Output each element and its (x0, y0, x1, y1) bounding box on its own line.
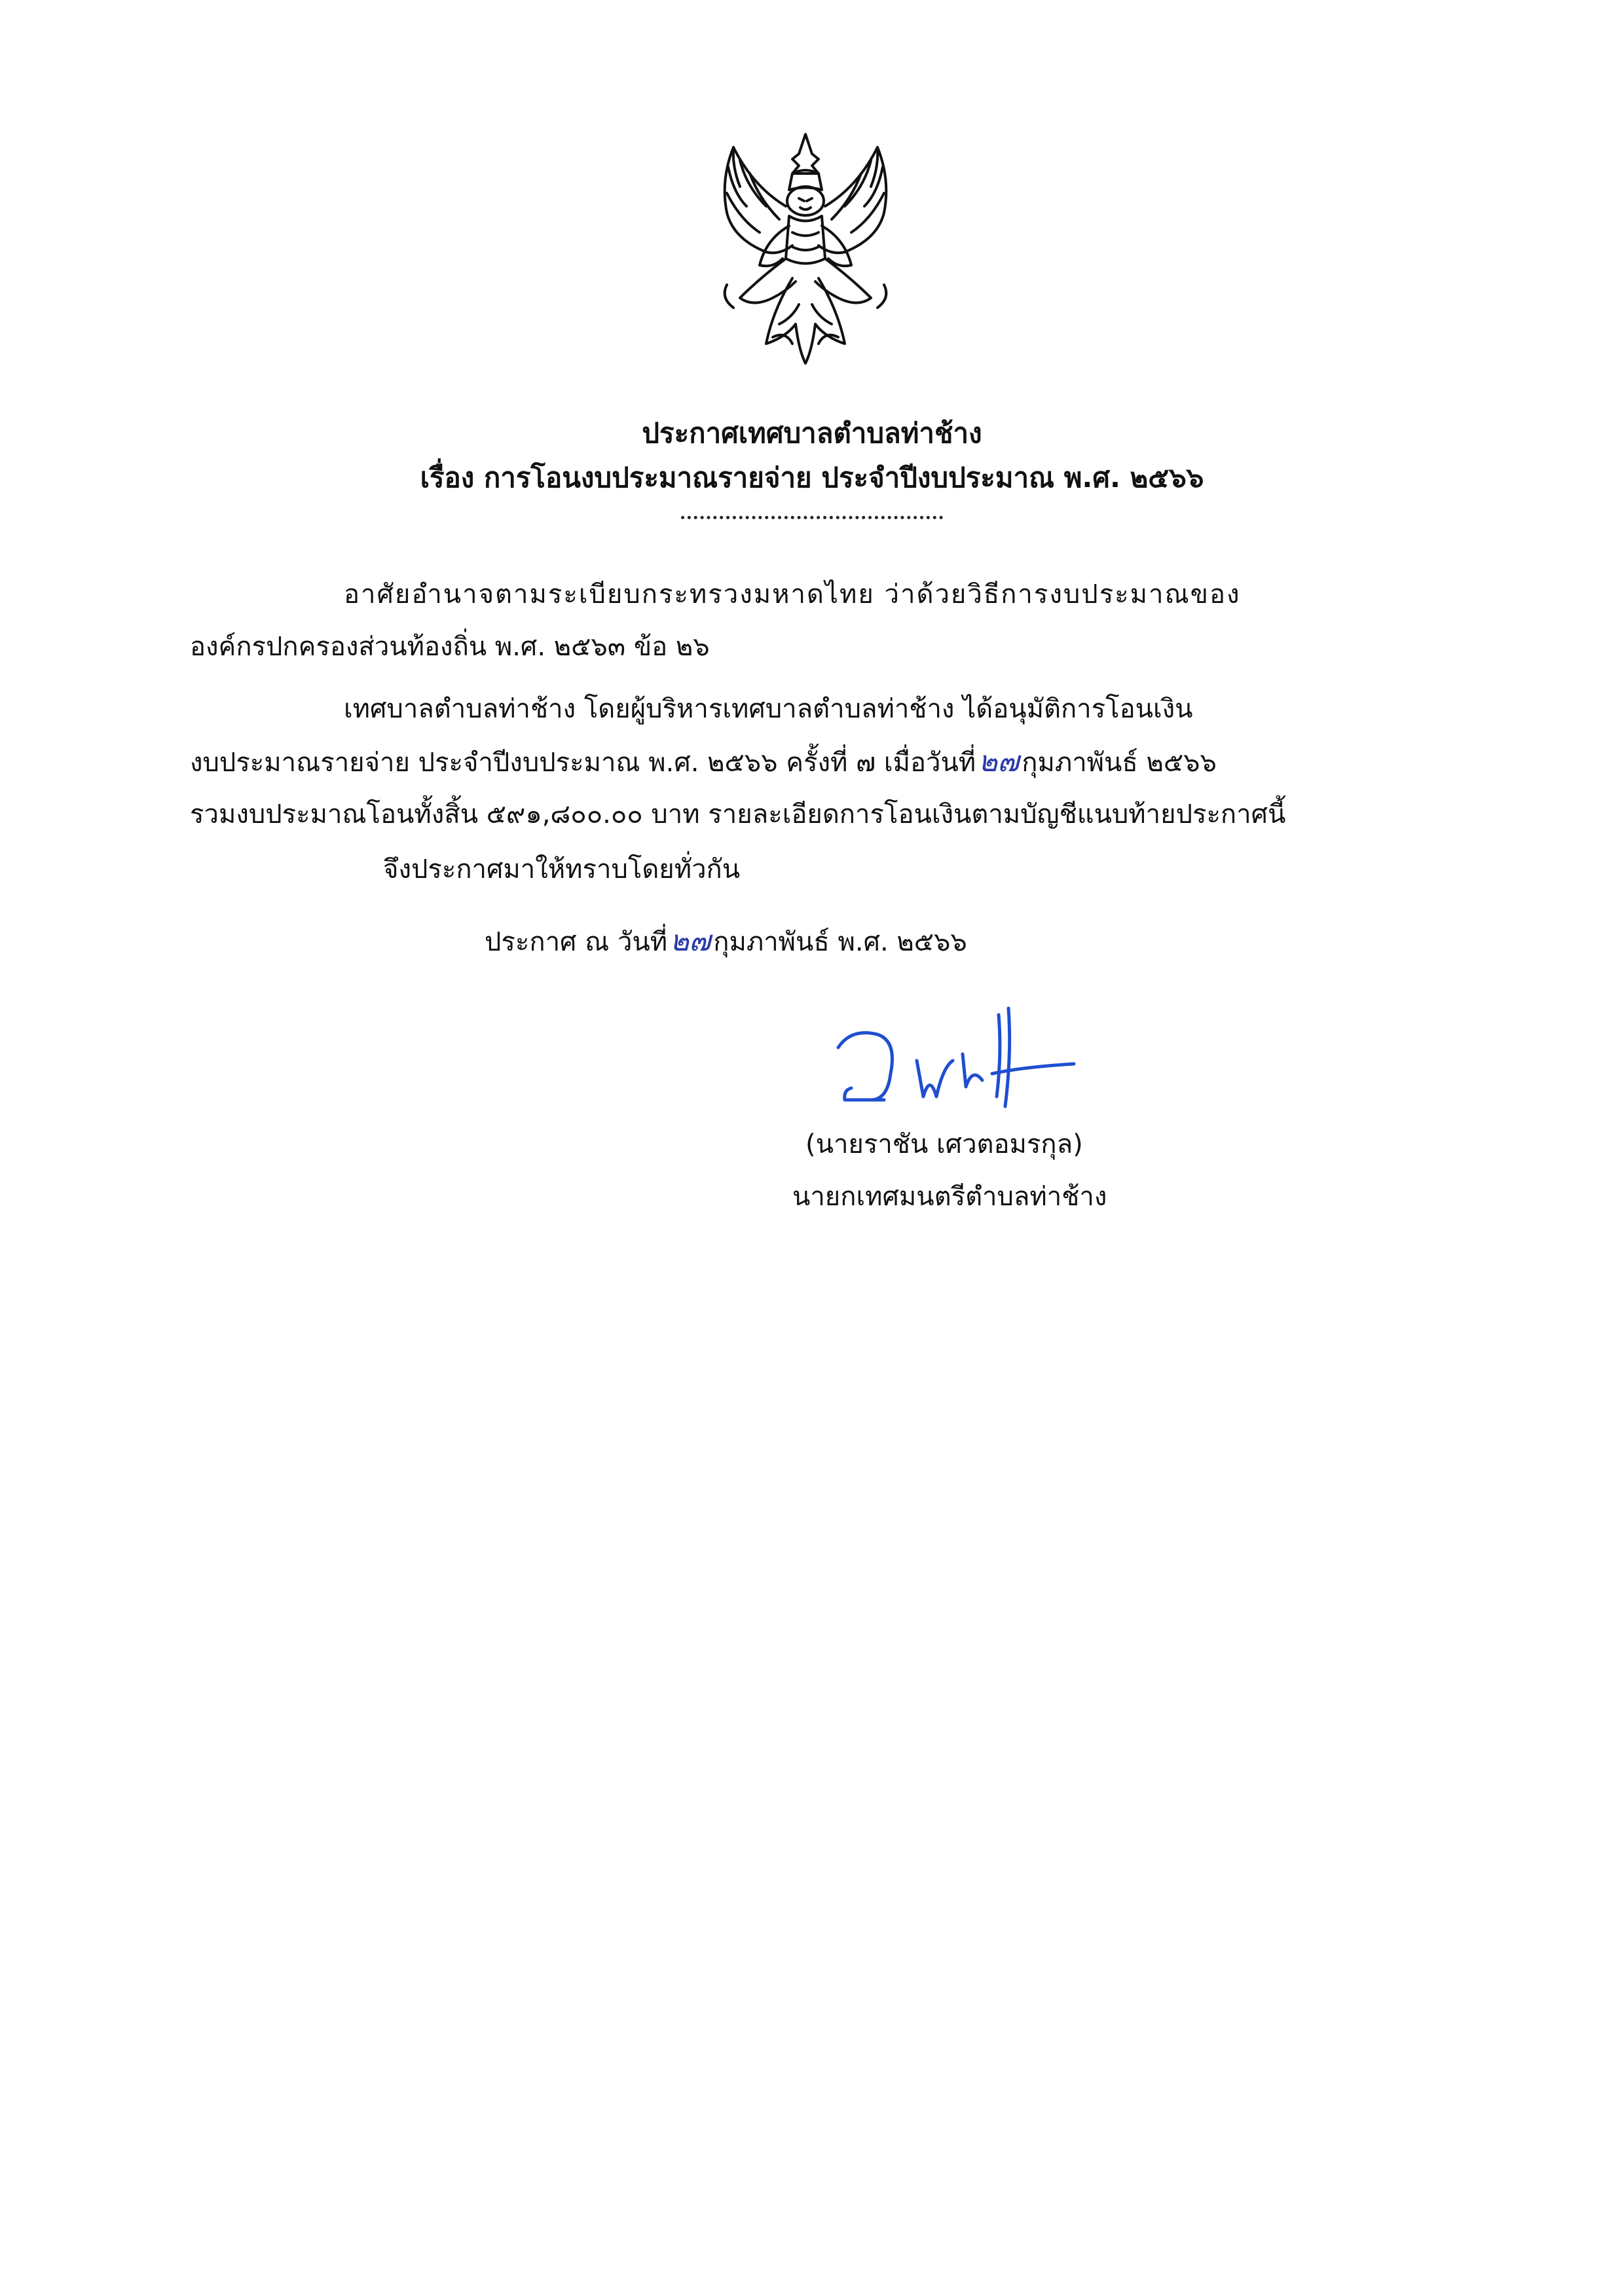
subject-line: เรื่อง การโอนงบประมาณรายจ่าย ประจำปีงบประมาณ พ.ศ. ๒๕๖๖ (420, 462, 1204, 494)
paragraph-1-line-2: องค์กรปกครองส่วนท้องถิ่น พ.ศ. ๒๕๖๓ ข้อ ๒๖ (190, 632, 710, 662)
paragraph-3: จึงประกาศมาให้ทราบโดยทั่วกัน (383, 854, 741, 884)
paragraph-2-line-1: เทศบาลตำบลท่าช้าง โดยผู้บริหารเทศบาลตำบลท่าช้าง ได้อนุมัติการโอนเงิน (344, 694, 1193, 724)
signatory-name: (นายราชัน เศวตอมรกุล) (805, 1129, 1083, 1159)
paragraph-1-line-1: อาศัยอำนาจตามระเบียบกระทรวงมหาดไทย ว่าด้วยวิธีการงบประมาณของ (344, 579, 1241, 610)
dotted-separator (681, 511, 943, 519)
paragraph-2-line-2-text: งบประมาณรายจ่าย ประจำปีงบประมาณ พ.ศ. ๒๕๖๖ ครั้งที่ ๗ เมื่อวันที่ (190, 748, 976, 778)
announcement-date-prefix: ประกาศ ณ วันที่ (485, 927, 668, 957)
handwritten-day: ๒๗ (978, 745, 1020, 778)
announcement-date-suffix: กุมภาพันธ์ พ.ศ. ๒๕๖๖ (713, 927, 967, 957)
handwritten-day-announce: ๒๗ (670, 924, 711, 958)
paragraph-2-line-3: รวมงบประมาณโอนทั้งสิ้น ๕๙๑,๘๐๐.๐๐ บาท รายละเอียดการโอนเงินตามบัญชีแนบท้ายประกาศนี้ (190, 799, 1286, 829)
handwritten-signature (825, 1002, 1087, 1120)
signatory-position: นายกเทศมนตรีตำบลท่าช้าง (792, 1182, 1107, 1212)
announcement-date (485, 923, 967, 960)
paragraph-2-line-2 (190, 744, 1217, 781)
page-title: ประกาศเทศบาลตำบลท่าช้าง (642, 417, 982, 449)
garuda-emblem-icon (694, 128, 917, 370)
paragraph-2-line-2-month: กุมภาพันธ์ ๒๕๖๖ (1022, 748, 1217, 778)
